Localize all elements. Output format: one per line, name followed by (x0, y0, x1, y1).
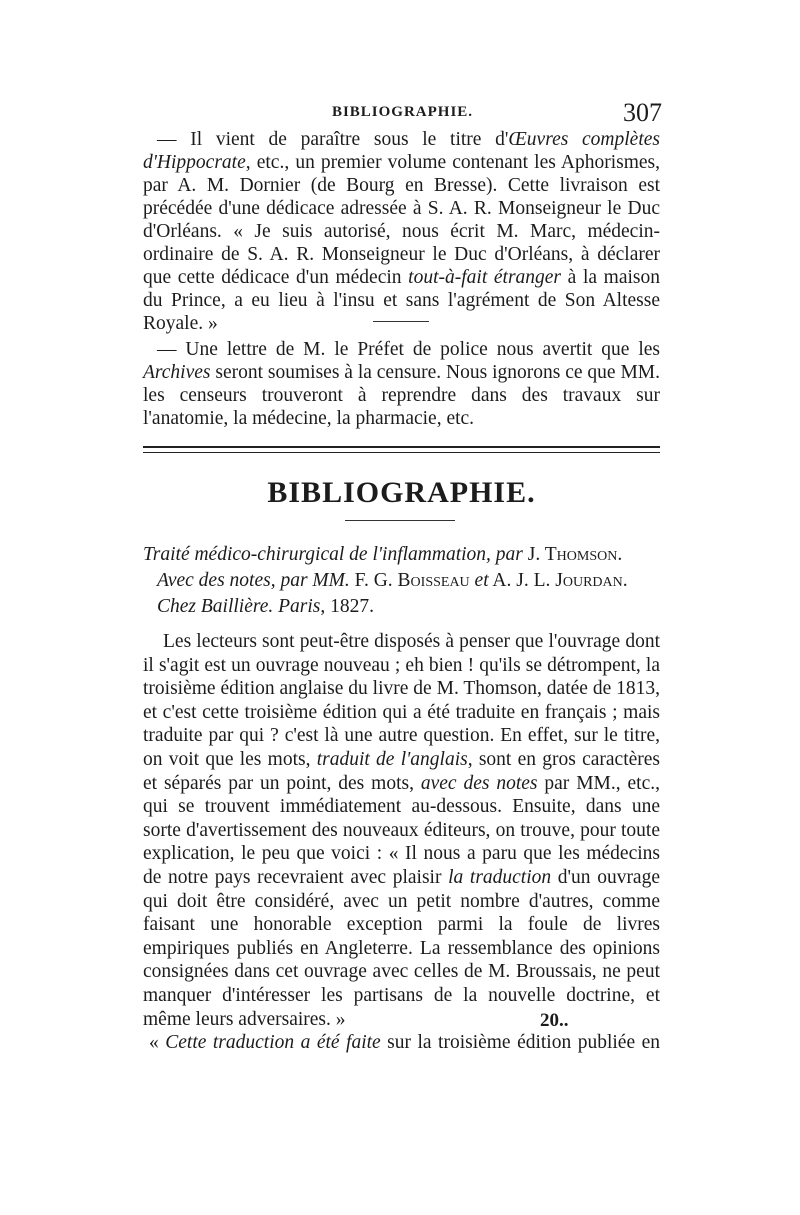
section-title: BIBLIOGRAPHIE. (267, 476, 536, 509)
review-text-segment: sur la troisième édition publiée en (380, 1032, 660, 1054)
notice-archives-text (143, 338, 660, 430)
notice-text-segment: — Une lettre de M. le Préfet de police nous avertit que les (157, 339, 660, 360)
book-year: , 1827. (320, 596, 375, 617)
notice-text-segment: à la maison du Prince, a eu lieu à l'insu et sans l'agrément de Son Altesse Royale. » (143, 267, 660, 334)
italic-quote: Cette traduction a été faite (165, 1032, 381, 1054)
citation-connector: et (474, 570, 489, 591)
citation-line-publisher (143, 594, 660, 620)
italic-quote: avec des notes (420, 772, 538, 794)
italic-journal-title: Archives (143, 362, 211, 383)
notice-hippocrate (143, 128, 660, 335)
book-title: Traité médico-chirurgical de l'inflammation (143, 544, 487, 565)
italic-work-title: Œuvres complètes d'Hippocrate (143, 129, 661, 173)
review-text-segment: « (149, 1032, 166, 1054)
separator-rule (373, 321, 429, 322)
book-citation (143, 542, 660, 620)
book-author: J. Thomson. (527, 544, 623, 565)
italic-quote: traduit de l'anglais (316, 748, 468, 770)
signature-mark: 20.. (540, 1010, 569, 1031)
book-editor: A. J. L. Jourdan. (488, 570, 628, 591)
review-text-segment: Les lecteurs sont peut-être disposés à penser que l'ouvrage dont il s'agit est un ouvrage nouveau ; eh bien ! qu'ils se détrompent, la troisième édition anglaise du livre de M. Thomson, datée de 1813, et c'est cette troisième édition qui a été traduite en français ; mais traduite par qui ? c'est là une autre question. En effet, sur le titre, on voit que les mots, (143, 631, 660, 770)
italic-quote: la traduction (448, 866, 552, 888)
book-editor: F. G. Boisseau (349, 570, 475, 591)
review-body (143, 630, 660, 1055)
book-publisher: Chez Baillière. Paris (157, 596, 321, 617)
notice-hippocrate-text (143, 128, 660, 335)
running-title: BIBLIOGRAPHIE. (331, 104, 474, 120)
notice-archives (143, 338, 660, 430)
italic-emphasis: tout-à-fait étranger (408, 267, 562, 288)
citation-line-title (143, 542, 660, 568)
page-number: 307 (623, 98, 662, 127)
review-text-segment: , sont en gros caractères et séparés par un point, des mots, (143, 748, 661, 794)
review-paragraph (143, 630, 660, 1031)
review-text-segment: d'un ouvrage qui doit être considéré, avec un petit nombre d'autres, comme faisant une honorable exception parmi la foule de livres empiriques publiés en Angleterre. La ressemblance des opinions consignées dans cet ouvrage avec celles de M. Broussais, ne peut manquer d'intéresser les partisans de la nouvelle doctrine, et même leurs adversaires. » (143, 866, 660, 1030)
running-head (143, 98, 662, 130)
double-rule (143, 446, 660, 453)
review-text-segment: par MM., etc., qui se trouvent immédiatement au-dessous. Ensuite, dans une sorte d'avertissement des nouveaux éditeurs, on trouve, pour toute explication, le peu que voici : « Il nous a paru que les médecins de notre pays recevraient avec plaisir (143, 772, 660, 888)
citation-notes-label: Avec des notes, par MM. (157, 570, 350, 591)
citation-connector: , par (486, 544, 528, 565)
citation-line-editors (143, 568, 660, 594)
notice-text-segment: seront soumises à la censure. Nous ignorons ce que MM. les censeurs trouveront à reprendre dans des travaux sur l'anatomie, la médecine, la pharmacie, etc. (143, 362, 660, 429)
notice-text-segment: , etc., un premier volume contenant les Aphorismes, par A. M. Dornier (de Bourg en Bresse). Cette livraison est précédée d'une dédicace adressée à S. A. R. Monseigneur le Duc d'Orléans. « Je suis autorisé, nous écrit M. Marc, médecin-ordinaire de S. A. R. Monseigneur le Duc d'Orléans, à déclarer que cette dédicace d'un médecin (143, 152, 660, 288)
notice-text-segment: — Il vient de paraître sous le titre d' (157, 129, 509, 150)
review-paragraph (143, 1031, 660, 1055)
title-underline-rule (345, 520, 455, 521)
